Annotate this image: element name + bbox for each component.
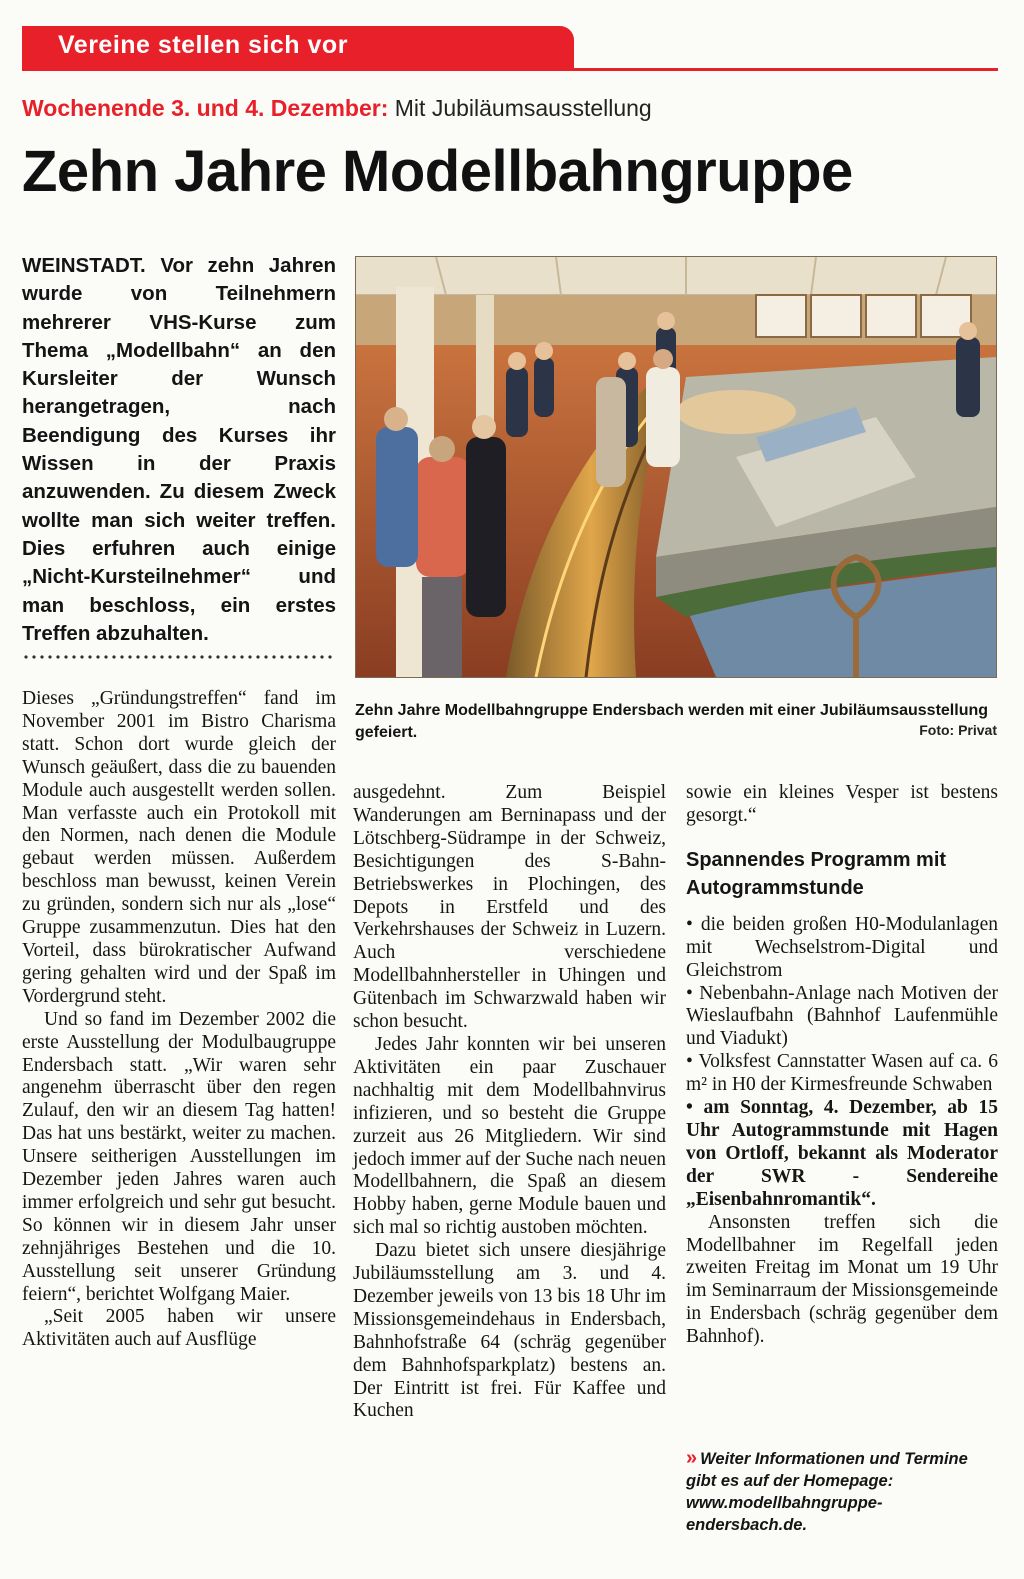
article-column-2	[353, 782, 666, 1423]
info-box	[686, 1447, 998, 1536]
banner-rule	[22, 68, 998, 71]
program-item: • Volksfest Cannstatter Wasen auf ca. 6 m² in H0 der Kirmesfreunde Schwaben	[686, 1051, 998, 1096]
program-item: • am Sonntag, 4. Dezember, ab 15 Uhr Autogrammstunde mit Hagen von Ortloff, bekannt als Moderator der SWR - Sendereihe „Eisenbahnromantik“.	[686, 1097, 998, 1210]
overline-date: Wochenende 3. und 4. Dezember:	[22, 95, 389, 121]
article-column-1	[22, 688, 336, 1352]
dotted-divider	[22, 654, 336, 660]
section-subhead: Spannendes Programm mit Autogrammstunde	[686, 848, 947, 899]
body-paragraph: sowie ein kleines Vesper ist bestens gesorgt.“	[686, 782, 998, 826]
article-column-3	[686, 782, 998, 1349]
program-item: • die beiden großen H0-Modulanlagen mit Wechselstrom-Digital und Gleichstrom	[686, 913, 998, 981]
lead-dateline: WEINSTADT.	[22, 254, 146, 277]
lead-text: Vor zehn Jahren wurde von Teilnehmern mehrerer VHS-Kurse zum Thema „Modellbahn“ an den Kursleiter der Wunsch herangetragen, nach Beendigung des Kurses ihr Wissen in der Praxis anzuwenden. Zu diesem Zweck wollte man sich weiter treffen. Dies erfuhren auch einige „Nicht-Kursteilnehmer“ und man beschloss, ein erstes Treffen abzuhalten.	[22, 254, 337, 645]
body-paragraph: Und so fand im Dezember 2002 die erste Ausstellung der Modulbaugruppe Endersbach statt. „Wir waren sehr angenehm überrascht über den regen Zulauf, den wir an diesem Tag hatten! Das hat uns bestärkt, weiter zu machen. Unsere seitherigen Ausstellungen im Dezember jeden Jahres waren auch immer erfolgreich und sehr gut besucht. So können wir in diesem Jahr unser zehnjähriges Bestehen und die 10. Ausstellung seit unserer Gründung feiern“, berichtet Wolfgang Maier.	[22, 1008, 336, 1305]
exhibition-hall-photo	[356, 257, 996, 677]
program-item: • Nebenbahn-Anlage nach Motiven der Wieslaufbahn (Bahnhof Laufenmühle und Viadukt)	[686, 982, 998, 1050]
body-paragraph: Dazu bietet sich unsere diesjährige Jubiläumsstellung am 3. und 4. Dezember jeweils von 13 bis 18 Uhr im Missionsgemeindehaus in Endersbach, Bahnhofstraße 64 (schräg gegenüber dem Bahnhofsparkplatz) bestens an. Der Eintritt ist frei. Für Kaffee und Kuchen	[353, 1240, 666, 1422]
overline-topic: Mit Jubiläumsausstellung	[394, 95, 652, 121]
body-paragraph: ausgedehnt. Zum Beispiel Wanderungen am Berninapass und der Lötschberg-Südrampe in der Schweiz, Besichtigungen des S-Bahn-Betriebswerkes in Plochingen, des Depots in Erstfeld und des Verkehrshauses der Schweiz in Luzern. Auch verschiedene Modellbahnhersteller in Uhingen und Gütenbach im Schwarzwald haben wir schon besucht.	[353, 782, 666, 1033]
overline	[22, 95, 652, 122]
photo-credit: Foto: Privat	[919, 722, 997, 738]
info-text: Weiter Informationen und Termine gibt es auf der Homepage: www.modellbahngruppe-endersbach.de.	[686, 1450, 968, 1534]
lead-paragraph	[22, 252, 336, 648]
body-paragraph: Dieses „Gründungstreffen“ fand im November 2001 im Bistro Charisma statt. Schon dort wurde gleich der Wunsch geäußert, dass die zu bauenden Module auch ausgestellt werden sollen. Man verfasste auch ein Protokoll mit den Normen, nach denen die Module gebaut werden müssen. Außerdem beschloss man bewusst, keinen Verein zu gründen, sondern sich nur als „lose“ Gruppe zusammenzutun. Dies hat den Vorteil, dass bürokratischer Aufwand gering gehalten wird und der Spaß im Vordergrund steht.	[22, 688, 336, 1007]
headline: Zehn Jahre Modellbahngruppe	[22, 139, 853, 204]
article-photo	[355, 256, 997, 678]
section-banner-label: Vereine stellen sich vor	[58, 31, 348, 59]
body-paragraph: „Seit 2005 haben wir unsere Aktivitäten auch auf Ausflüge	[22, 1306, 336, 1351]
body-paragraph: Ansonsten treffen sich die Modellbahner im Regelfall jeden zweiten Freitag im Monat um 19 Uhr im Seminarraum der Missionsgemeinde in Endersbach (schräg gegenüber dem Bahnhof).	[686, 1211, 998, 1348]
photo-caption: Zehn Jahre Modellbahngruppe Endersbach werden mit einer Jubiläumsausstellung gefeiert.	[355, 702, 989, 741]
body-paragraph: Jedes Jahr konnten wir bei unseren Aktivitäten ein paar Zuschauer nachhaltig mit dem Modellbahnvirus infizieren, und so besteht die Gruppe zurzeit aus 26 Mitgliedern. Wir sind jedoch immer auf der Suche nach neuen Modellbahnern, die Spaß an diesem Hobby haben, gerne Module bauen und sich mal so richtig austoben möchten.	[353, 1033, 666, 1239]
double-chevron-icon: »	[686, 1447, 695, 1469]
